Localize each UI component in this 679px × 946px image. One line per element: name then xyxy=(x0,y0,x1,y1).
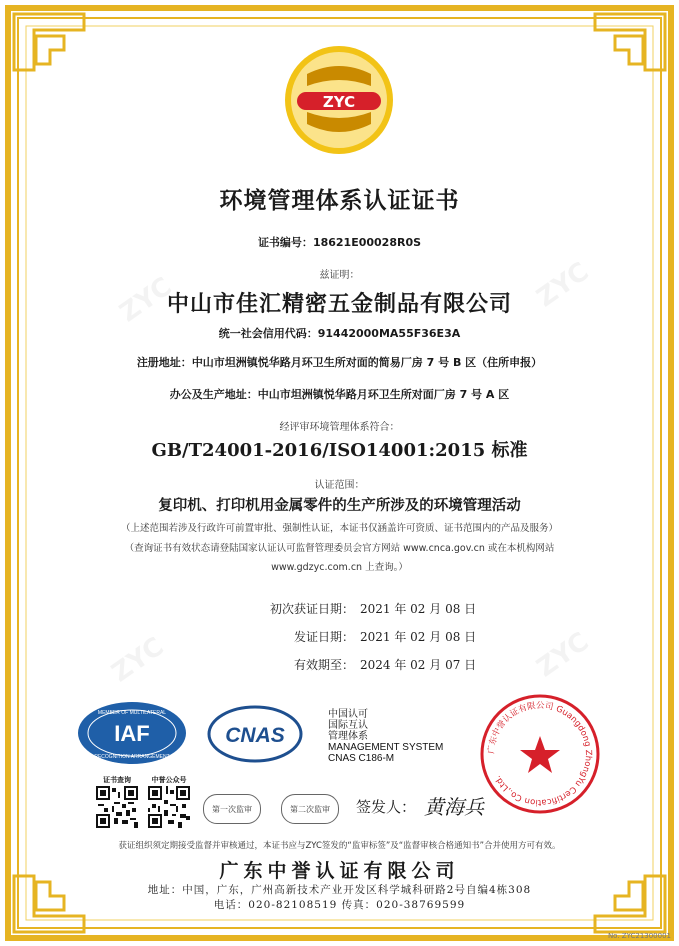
first-audit-box: 第一次监审 xyxy=(203,794,261,824)
cnas-line: 管理体系 xyxy=(328,731,368,742)
issue-date-value: 2021 年 02 月 08 日 xyxy=(360,630,477,644)
qr-label-wechat: 中誉公众号 xyxy=(151,776,187,784)
certificate-number xyxy=(0,234,679,250)
standard: GB/T24001-2016/ISO14001:2015 标准 xyxy=(151,440,528,461)
zyc-logo xyxy=(283,44,395,156)
office-address xyxy=(0,386,679,402)
cnas-line: 中国认可 xyxy=(328,709,368,720)
qr-code-verify[interactable] xyxy=(96,786,138,828)
org-contact: 电话：020-82108519 传真：020-38769599 xyxy=(213,899,466,911)
cnas-line: MANAGEMENT SYSTEM xyxy=(328,742,444,753)
note-line-1: （上述范围若涉及行政许可前置审批、强制性认证，本证书仅涵盖许可资质、证书范围内的产品及服务） xyxy=(120,523,558,534)
cnas-logo-text: CNAS xyxy=(225,724,285,747)
valid-until-value: 2024 年 02 月 07 日 xyxy=(360,658,477,672)
office-address-value: 中山市坦洲镇悦华路月环卫生所对面厂房 7 号 A 区 xyxy=(257,388,510,401)
registered-address-label: 注册地址： xyxy=(136,356,192,369)
qr-code-wechat[interactable] xyxy=(148,786,190,828)
registered-address-value: 中山市坦洲镇悦华路月环卫生所对面的简易厂房 7 号 B 区（住所申报） xyxy=(191,356,543,369)
credit-code xyxy=(0,325,679,341)
org-name: 广东中誉认证有限公司 xyxy=(219,860,460,882)
cnas-logo xyxy=(206,705,304,763)
iaf-ring-top: MEMBER OF MULTILATERAL xyxy=(97,710,167,716)
seal-ring-text: 广东中誉认证有限公司 Guangdong ZhongYu Certification Co.,Ltd. xyxy=(486,700,594,808)
qr-label-verify: 证书查询 xyxy=(103,776,131,784)
company-seal xyxy=(478,692,602,816)
cnas-line: 国际互认 xyxy=(328,720,368,731)
scope: 复印机、打印机用金属零件的生产所涉及的环境管理活动 xyxy=(158,498,521,514)
note-line-3: www.gdzyc.com.cn 上查询。） xyxy=(271,562,408,573)
cnas-line: CNAS C186-M xyxy=(328,753,395,764)
issue-date-label: 发证日期： xyxy=(293,630,354,644)
certificate-number-value: 18621E00028R0S xyxy=(312,236,422,249)
org-address: 地址：中国，广东，广州高新技术产业开发区科学城科研路2号自编4栋308 xyxy=(147,884,532,896)
footer-note: 获证组织须定期接受监督并审核通过，本证书应与ZYC签发的“监审标签”及“监督审核合格通知书”合并使用方可有效。 xyxy=(118,841,561,851)
cnas-info xyxy=(328,709,443,764)
iaf-ring-bottom: RECOGNITION ARRANGEMENT xyxy=(94,754,170,760)
second-audit-box: 第二次监审 xyxy=(281,794,339,824)
first-issue-label: 初次获证日期： xyxy=(269,602,354,616)
conform-label: 经评审环境管理体系符合： xyxy=(279,422,400,433)
certificate-number-label: 证书编号： xyxy=(257,236,313,249)
credit-code-value: 91442000MA55F36E3A xyxy=(317,327,461,340)
company-name: 中山市佳汇精密五金制品有限公司 xyxy=(166,292,512,317)
iaf-logo xyxy=(76,700,188,766)
note-line-2: （查询证书有效状态请登陆国家认证认可监督管理委员会官方网站 www.cnca.gov.cn 或在本机构网站 xyxy=(124,543,555,554)
valid-until-label: 有效期至： xyxy=(293,658,354,672)
certify-label: 兹证明： xyxy=(319,270,360,281)
office-address-label: 办公及生产地址： xyxy=(169,388,258,401)
iaf-text: IAF xyxy=(114,721,150,746)
signature-name: 黄海兵 xyxy=(424,795,484,819)
signature-label: 签发人： xyxy=(356,798,417,816)
first-issue-value: 2021 年 02 月 08 日 xyxy=(360,602,477,616)
registered-address xyxy=(0,354,679,370)
scope-label: 认证范围： xyxy=(314,480,365,491)
credit-code-label: 统一社会信用代码： xyxy=(218,327,318,340)
serial-number: No. ZYC21300001 xyxy=(607,932,671,940)
logo-text: ZYC xyxy=(322,93,356,111)
certificate-title: 环境管理体系认证证书 xyxy=(219,188,460,214)
